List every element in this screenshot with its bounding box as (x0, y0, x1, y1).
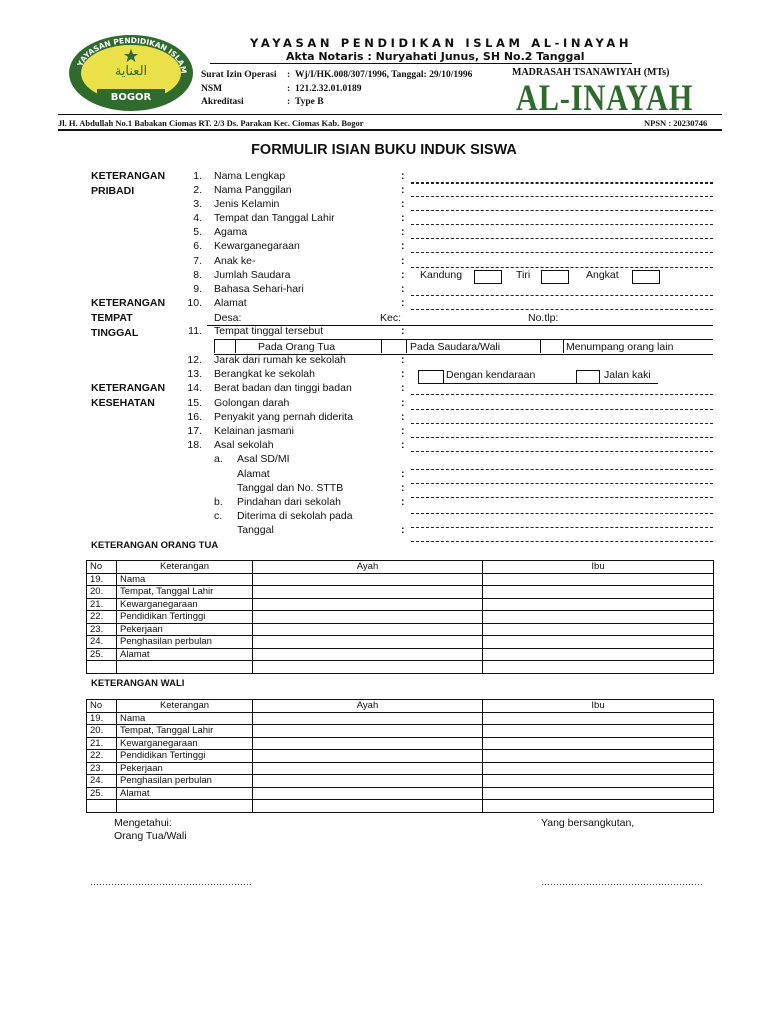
item-fill-line[interactable] (411, 527, 713, 528)
section-label: KESEHATAN (91, 397, 155, 409)
row-label: Pendidikan Tertinggi (117, 611, 253, 624)
item-number: 2. (193, 184, 202, 196)
item-colon: : (401, 269, 405, 281)
ayah-cell[interactable] (253, 648, 483, 661)
logo-bottom-text: BOGOR (110, 92, 152, 103)
table-header: No (87, 561, 117, 574)
item-label: Berat badan dan tinggi badan (214, 382, 352, 394)
asal-sd-label: Asal SD/MI (237, 453, 290, 465)
option-box-wali[interactable] (381, 340, 407, 353)
option-wali-label: Pada Saudara/Wali (410, 341, 501, 353)
ibu-cell[interactable] (483, 762, 714, 775)
row-label: Kewarganegaraan (117, 737, 253, 750)
table-header: Ibu (483, 561, 714, 574)
item-colon: : (401, 482, 405, 494)
row-label: Tempat, Tanggal Lahir (117, 586, 253, 599)
header-rule (58, 114, 722, 115)
table-row (87, 648, 714, 661)
ortu-table (86, 560, 714, 674)
meta-colon: : (287, 84, 291, 94)
table-row (87, 661, 714, 674)
item-label: Jarak dari rumah ke sekolah (214, 354, 346, 366)
item-fill-line[interactable] (411, 224, 713, 225)
section-label: PRIBADI (91, 185, 135, 197)
asal-tanggal-label: Tanggal (237, 524, 274, 536)
row-number: 23. (87, 623, 117, 636)
item-label: Penyakit yang pernah diderita (214, 411, 353, 423)
row-number: 25. (87, 648, 117, 661)
ayah-cell[interactable] (253, 573, 483, 586)
section-label: TINGGAL (91, 327, 139, 339)
row-number: 23. (87, 762, 117, 775)
row-label: Alamat (117, 787, 253, 800)
berangkat-underline (418, 383, 658, 384)
asal-sttb-label: Tanggal dan No. STTB (237, 482, 344, 494)
ayah-cell[interactable] (253, 737, 483, 750)
item-label: Tempat dan Tanggal Lahir (214, 212, 335, 224)
item-number: 11. (188, 325, 202, 337)
empty-cell[interactable] (253, 800, 483, 813)
ibu-cell[interactable] (483, 648, 714, 661)
alamat-desa-label: Desa: (214, 312, 242, 324)
table-row (87, 737, 714, 750)
item-label: Agama (214, 226, 248, 238)
ibu-cell[interactable] (483, 586, 714, 599)
school-name: AL-INAYAH (516, 78, 694, 119)
item-fill-line[interactable] (411, 267, 713, 268)
saudara-angkat-box[interactable] (632, 270, 660, 284)
item-fill-line[interactable] (411, 469, 713, 470)
item-colon: : (401, 170, 405, 182)
item-colon: : (401, 325, 405, 337)
school-address: Jl. H. Abdullah No.1 Babakan Ciomas RT. 2/3 Ds. Parakan Kec. Ciomas Kab. Bogor (58, 118, 364, 128)
item-colon: : (401, 382, 405, 394)
row-label: Nama (117, 712, 253, 725)
item-colon: : (401, 425, 405, 437)
table-row (87, 611, 714, 624)
item-colon: : (401, 212, 405, 224)
item-fill-line[interactable] (411, 238, 713, 239)
table-row (87, 800, 714, 813)
item-fill-line[interactable] (411, 196, 713, 197)
empty-cell[interactable] (253, 661, 483, 674)
saudara-kandung-label: Kandung (420, 269, 463, 281)
ayah-cell[interactable] (253, 725, 483, 738)
row-label: Penghasilan perbulan (117, 775, 253, 788)
section-label: KETERANGAN (91, 297, 166, 309)
row-number: 22. (87, 611, 117, 624)
row-number: 25. (87, 787, 117, 800)
item-colon: : (401, 283, 405, 295)
row-label: Pekerjaan (117, 623, 253, 636)
item-number: 18. (187, 439, 202, 451)
options-rule-top (214, 339, 713, 340)
item-fill-line[interactable] (411, 252, 713, 253)
signature-line-right[interactable]: ……………………………………………… (541, 877, 703, 887)
item-fill-line[interactable] (411, 513, 713, 514)
item-fill-line[interactable] (411, 497, 713, 498)
ayah-cell[interactable] (253, 750, 483, 763)
item-fill-line[interactable] (411, 483, 713, 484)
table-row (87, 775, 714, 788)
ibu-cell[interactable] (483, 750, 714, 763)
table-header: Keterangan (117, 561, 253, 574)
row-number: 22. (87, 750, 117, 763)
row-number: 21. (87, 598, 117, 611)
item-label: Nama Panggilan (214, 184, 292, 196)
meta-colon: : (287, 97, 291, 107)
table-row (87, 598, 714, 611)
logo-arabic-text: العناية (114, 64, 148, 79)
table-row (87, 623, 714, 636)
option-box-menumpang[interactable] (540, 340, 564, 353)
ibu-cell[interactable] (483, 623, 714, 636)
ortu-wali-label: Orang Tua/Wali (114, 830, 187, 842)
table-header: Ibu (483, 700, 714, 713)
ibu-cell[interactable] (483, 636, 714, 649)
item-colon: : (401, 184, 405, 196)
option-box-kendaraan[interactable] (418, 370, 444, 384)
wali-table-title: KETERANGAN WALI (91, 678, 185, 689)
item-colon: : (401, 524, 405, 536)
table-row (87, 725, 714, 738)
npsn: NPSN : 20230746 (644, 118, 708, 128)
ayah-cell[interactable] (253, 775, 483, 788)
option-box-ortu[interactable] (214, 340, 236, 353)
ayah-cell[interactable] (253, 712, 483, 725)
yang-bersangkutan-label: Yang bersangkutan, (541, 817, 635, 829)
item-number: 16. (187, 411, 202, 423)
empty-cell[interactable] (87, 661, 117, 674)
ayah-cell[interactable] (253, 623, 483, 636)
item-fill-line[interactable] (411, 183, 713, 184)
item-number: 10. (187, 297, 202, 309)
meta-key: NSM (201, 84, 223, 94)
asal-alamat-label: Alamat (237, 468, 270, 480)
table-header: No (87, 700, 117, 713)
row-number: 19. (87, 573, 117, 586)
item-fill-line[interactable] (411, 295, 713, 296)
item-fill-line[interactable] (411, 451, 713, 452)
item-number: 14. (187, 382, 202, 394)
mengetahui-label: Mengetahui: (114, 817, 172, 829)
meta-colon: : (287, 70, 291, 80)
item-colon: : (401, 411, 405, 423)
empty-cell[interactable] (117, 661, 253, 674)
row-number: 24. (87, 775, 117, 788)
row-label: Tempat, Tanggal Lahir (117, 725, 253, 738)
table-row (87, 762, 714, 775)
form-title: FORMULIR ISIAN BUKU INDUK SISWA (251, 142, 517, 158)
saudara-tiri-box[interactable] (541, 270, 569, 284)
asal-pindahan-label: Pindahan dari sekolah (237, 496, 341, 508)
meta-value: Type B (295, 97, 324, 107)
logo-ring-text: YAYASAN PENDIDIKAN ISLAM (75, 35, 189, 75)
item-number: 4. (193, 212, 202, 224)
table-row (87, 586, 714, 599)
row-label: Kewarganegaraan (117, 598, 253, 611)
item-number: 9. (193, 283, 202, 295)
option-kendaraan-label: Dengan kendaraan (446, 369, 536, 381)
header-rule-thick (58, 129, 722, 131)
row-label: Alamat (117, 648, 253, 661)
option-menumpang-label: Menumpang orang lain (566, 341, 674, 353)
item-number: 15. (187, 397, 202, 409)
wali-table (86, 699, 714, 813)
item-label: Nama Lengkap (214, 170, 286, 182)
ayah-cell[interactable] (253, 762, 483, 775)
ayah-cell[interactable] (253, 611, 483, 624)
item-fill-line[interactable] (411, 394, 713, 395)
meta-key: Akreditasi (201, 97, 244, 107)
item-fill-line[interactable] (411, 541, 713, 542)
table-row (87, 712, 714, 725)
section-label: TEMPAT (91, 312, 133, 324)
option-box-jalan[interactable] (576, 370, 600, 384)
item-fill-line[interactable] (411, 423, 713, 424)
option-ortu-label: Pada Orang Tua (258, 341, 336, 353)
item-fill-line[interactable] (411, 309, 713, 310)
ibu-cell[interactable] (483, 725, 714, 738)
options-rule-bottom (214, 354, 713, 355)
asal-diterima-label: Diterima di sekolah pada (237, 510, 353, 522)
empty-cell[interactable] (483, 800, 714, 813)
item-number: 1. (193, 170, 202, 182)
alamat-kec-label: Kec: (380, 312, 402, 324)
table-row (87, 636, 714, 649)
asal-b-marker: b. (214, 496, 223, 508)
item-colon: : (401, 255, 405, 267)
ibu-cell[interactable] (483, 712, 714, 725)
empty-cell[interactable] (117, 800, 253, 813)
item-colon: : (401, 240, 405, 252)
ortu-table-title: KETERANGAN ORANG TUA (91, 540, 219, 551)
ayah-cell[interactable] (253, 586, 483, 599)
option-jalan-label: Jalan kaki (604, 369, 651, 381)
item-label: Kelainan jasmani (214, 425, 294, 437)
row-number: 19. (87, 712, 117, 725)
alamat-tlp-label: No.tlp: (528, 312, 559, 324)
table-row (87, 573, 714, 586)
meta-value: Wj/I/HK.008/307/1996, Tanggal: 29/10/1996 (295, 70, 473, 80)
empty-cell[interactable] (483, 661, 714, 674)
ibu-cell[interactable] (483, 573, 714, 586)
item-colon: : (401, 354, 405, 366)
saudara-angkat-label: Angkat (586, 269, 619, 281)
item-number: 8. (193, 269, 202, 281)
row-label: Pekerjaan (117, 762, 253, 775)
table-header: Ayah (253, 700, 483, 713)
table-header: Ayah (253, 561, 483, 574)
meta-value: 121.2.32.01.0189 (295, 84, 362, 94)
table-header: Keterangan (117, 700, 253, 713)
item-colon: : (401, 297, 405, 309)
header-divider (210, 63, 632, 64)
asal-a-marker: a. (214, 453, 223, 465)
item-label: Jumlah Saudara (214, 269, 291, 281)
row-label: Nama (117, 573, 253, 586)
notary-deed: Akta Notaris : Nuryahati Junus, SH No.2 Tanggal (286, 50, 585, 63)
row-label: Penghasilan perbulan (117, 636, 253, 649)
item-number: 13. (187, 368, 202, 380)
item-label: Golongan darah (214, 397, 290, 409)
alamat-underline (207, 325, 713, 326)
item-colon: : (401, 368, 405, 380)
item-number: 6. (193, 240, 202, 252)
section-label: KETERANGAN (91, 382, 166, 394)
item-label: Tempat tinggal tersebut (214, 325, 324, 337)
item-label: Kewarganegaraan (214, 240, 300, 252)
item-colon: : (401, 226, 405, 238)
ibu-cell[interactable] (483, 737, 714, 750)
row-number: 20. (87, 725, 117, 738)
ibu-cell[interactable] (483, 787, 714, 800)
ayah-cell[interactable] (253, 636, 483, 649)
item-colon: : (401, 468, 405, 480)
item-number: 7. (193, 255, 202, 267)
section-label: KETERANGAN (91, 170, 166, 182)
saudara-kandung-box[interactable] (474, 270, 502, 284)
signature-line-left[interactable]: ……………………………………………… (90, 877, 252, 887)
item-fill-line[interactable] (411, 210, 713, 211)
item-label: Jenis Kelamin (214, 198, 280, 210)
item-number: 17. (187, 425, 202, 437)
asal-c-marker: c. (214, 510, 223, 522)
empty-cell[interactable] (87, 800, 117, 813)
item-label: Bahasa Sehari-hari (214, 283, 304, 295)
ayah-cell[interactable] (253, 787, 483, 800)
ayah-cell[interactable] (253, 598, 483, 611)
item-number: 12. (187, 354, 202, 366)
madrasah-label: MADRASAH TSANAWIYAH (MTs) (512, 67, 670, 78)
table-row (87, 787, 714, 800)
item-colon: : (401, 496, 405, 508)
item-label: Anak ke- (214, 255, 256, 267)
row-number: 24. (87, 636, 117, 649)
item-number: 3. (193, 198, 202, 210)
ibu-cell[interactable] (483, 611, 714, 624)
item-colon: : (401, 439, 405, 451)
item-colon: : (401, 198, 405, 210)
row-label: Pendidikan Tertinggi (117, 750, 253, 763)
meta-key: Surat Izin Operasi (201, 70, 277, 80)
item-fill-line[interactable] (411, 409, 713, 410)
row-number: 20. (87, 586, 117, 599)
foundation-name: YAYASAN PENDIDIKAN ISLAM AL-INAYAH (250, 36, 633, 50)
item-label: Alamat (214, 297, 247, 309)
ibu-cell[interactable] (483, 775, 714, 788)
item-label: Asal sekolah (214, 439, 274, 451)
item-fill-line[interactable] (411, 437, 713, 438)
item-colon: : (401, 397, 405, 409)
item-number: 5. (193, 226, 202, 238)
table-row (87, 750, 714, 763)
school-logo (67, 33, 195, 113)
row-number: 21. (87, 737, 117, 750)
item-label: Berangkat ke sekolah (214, 368, 315, 380)
saudara-tiri-label: Tiri (516, 269, 531, 281)
ibu-cell[interactable] (483, 598, 714, 611)
